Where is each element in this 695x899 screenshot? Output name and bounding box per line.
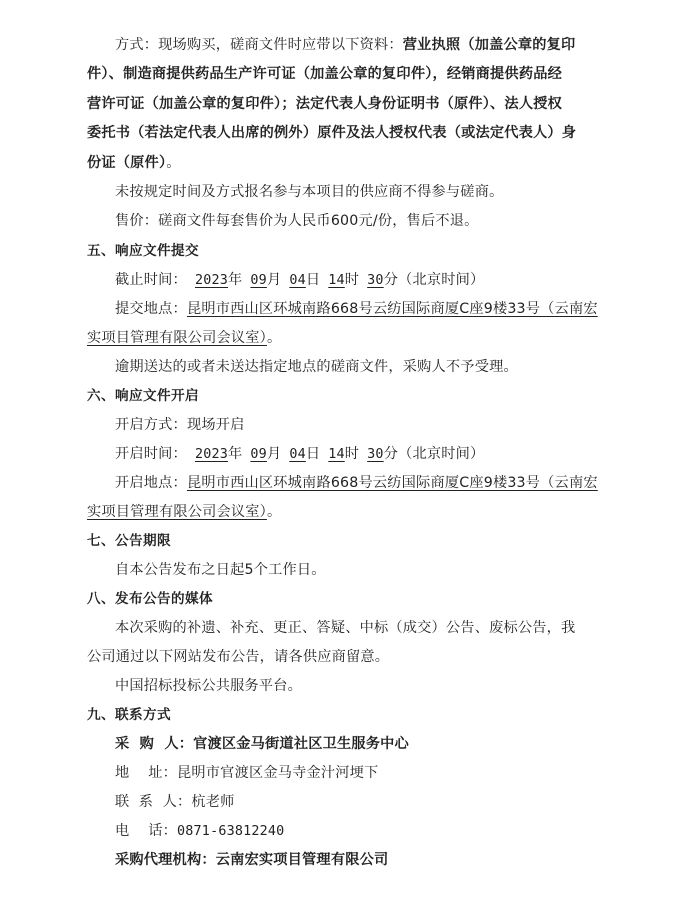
- s9-address-line: [115, 764, 635, 782]
- s6-hour: 14: [328, 447, 345, 462]
- s5-place-address-1: 昆明市西山区环城南路668号云纺国际商厦C座9楼33号（云南宏: [186, 301, 598, 317]
- s5-year-unit: 年: [228, 272, 243, 288]
- s6-time-label: 开启时间：: [115, 446, 187, 462]
- s5-day: 04: [289, 273, 306, 288]
- method-line-1: [115, 36, 635, 54]
- s5-hour-unit: 时: [344, 272, 360, 288]
- s5-place-end-punct: 。: [266, 330, 282, 346]
- s8-platform: 中国招标投标公共服务平台。: [115, 678, 303, 694]
- s9-phone-line: [115, 822, 635, 841]
- s5-year: 2023: [194, 273, 229, 288]
- s9-agency-label: 采购代理机构：: [115, 852, 216, 868]
- s9-agency-name: 云南宏实项目管理有限公司: [215, 852, 389, 868]
- s6-place-line-1: [115, 474, 635, 492]
- s5-month-unit: 月: [266, 272, 282, 288]
- s5-timezone: （北京时间）: [398, 272, 485, 288]
- s6-minute-unit: 分: [383, 446, 399, 462]
- s5-place-line-2: [87, 329, 607, 347]
- s6-place-end-punct: 。: [266, 504, 282, 520]
- s9-address-label: 地 址：: [115, 765, 178, 781]
- method-end-punct: 。: [166, 155, 181, 171]
- not-registered-note: 未按规定时间及方式报名参与本项目的供应商不得参与磋商。: [115, 184, 504, 200]
- section-6-heading: 六、响应文件开启: [87, 388, 199, 404]
- s5-deadline-line: [115, 271, 635, 290]
- section-7-heading: 七、公告期限: [87, 533, 171, 549]
- s6-time-line: [115, 445, 635, 464]
- method-materials-1: 营业执照（加盖公章的复印: [402, 37, 576, 53]
- s6-timezone: （北京时间）: [398, 446, 485, 462]
- s8-line-2: 公司通过以下网站发布公告，请各供应商留意。: [87, 649, 390, 665]
- method-label: 方式：: [115, 37, 159, 53]
- s5-place-line-1: [115, 300, 635, 318]
- s9-phone-number: 0871-63812240: [177, 824, 285, 839]
- s5-minute: 30: [367, 273, 384, 288]
- s6-place-address-1: 昆明市西山区环城南路668号云纺国际商厦C座9楼33号（云南宏: [186, 475, 598, 491]
- s6-hour-unit: 时: [344, 446, 360, 462]
- s9-buyer-label: 采 购 人：: [115, 736, 194, 752]
- s7-period-text: 自本公告发布之日起5个工作日。: [115, 562, 326, 578]
- price-line: 售价：磋商文件每套售价为人民币600元/份，售后不退。: [115, 213, 479, 229]
- method-line-4: 委托书（若法定代表人出席的例外）原件及法人授权代表（或法定代表人）身: [87, 125, 577, 141]
- s8-line-1: 本次采购的补遗、补充、更正、答疑、中标（成交）公告、废标公告，我: [115, 620, 576, 636]
- s5-late-note: 逾期送达的或者未送达指定地点的磋商文件，采购人不予受理。: [115, 359, 518, 375]
- s5-place-label: 提交地点：: [115, 301, 187, 317]
- s6-method-line: 开启方式：现场开启: [115, 417, 245, 433]
- s6-minute: 30: [367, 447, 384, 462]
- s6-month-unit: 月: [266, 446, 282, 462]
- method-line-2: 件）、制造商提供药品生产许可证（加盖公章的复印件），经销商提供药品经: [87, 66, 562, 82]
- method-materials-5: 份证（原件）: [87, 155, 167, 171]
- s5-day-unit: 日: [305, 272, 321, 288]
- s9-contact-name: 杭老师: [191, 794, 235, 810]
- method-intro: 现场购买，磋商文件时应带以下资料：: [158, 37, 403, 53]
- s6-day-unit: 日: [305, 446, 321, 462]
- s6-year: 2023: [194, 447, 229, 462]
- s9-buyer-name: 官渡区金马街道社区卫生服务中心: [193, 736, 409, 752]
- s6-year-unit: 年: [228, 446, 243, 462]
- s9-address: 昆明市官渡区金马寺金汁河埂下: [177, 765, 379, 781]
- s5-place-address-2: 实项目管理有限公司会议室）: [87, 330, 267, 346]
- s6-month: 09: [250, 447, 267, 462]
- s5-hour: 14: [328, 273, 345, 288]
- s9-phone-label: 电 话：: [115, 823, 178, 839]
- section-8-heading: 八、发布公告的媒体: [87, 591, 213, 607]
- s6-day: 04: [289, 447, 306, 462]
- s6-place-label: 开启地点：: [115, 475, 187, 491]
- s9-agency-line: [115, 851, 635, 869]
- s9-contact-line: [115, 793, 635, 811]
- s5-minute-unit: 分: [383, 272, 399, 288]
- s6-place-line-2: [87, 503, 607, 521]
- s6-place-address-2: 实项目管理有限公司会议室）: [87, 504, 267, 520]
- s9-contact-label: 联 系 人：: [115, 794, 192, 810]
- s5-deadline-label: 截止时间：: [115, 272, 187, 288]
- section-9-heading: 九、联系方式: [87, 707, 171, 723]
- s5-month: 09: [250, 273, 267, 288]
- method-line-5: [87, 154, 607, 172]
- s9-buyer-line: [115, 735, 635, 753]
- method-line-3: 营许可证（加盖公章的复印件）；法定代表人身份证明书（原件）、法人授权: [87, 96, 562, 112]
- section-5-heading: 五、响应文件提交: [87, 243, 199, 259]
